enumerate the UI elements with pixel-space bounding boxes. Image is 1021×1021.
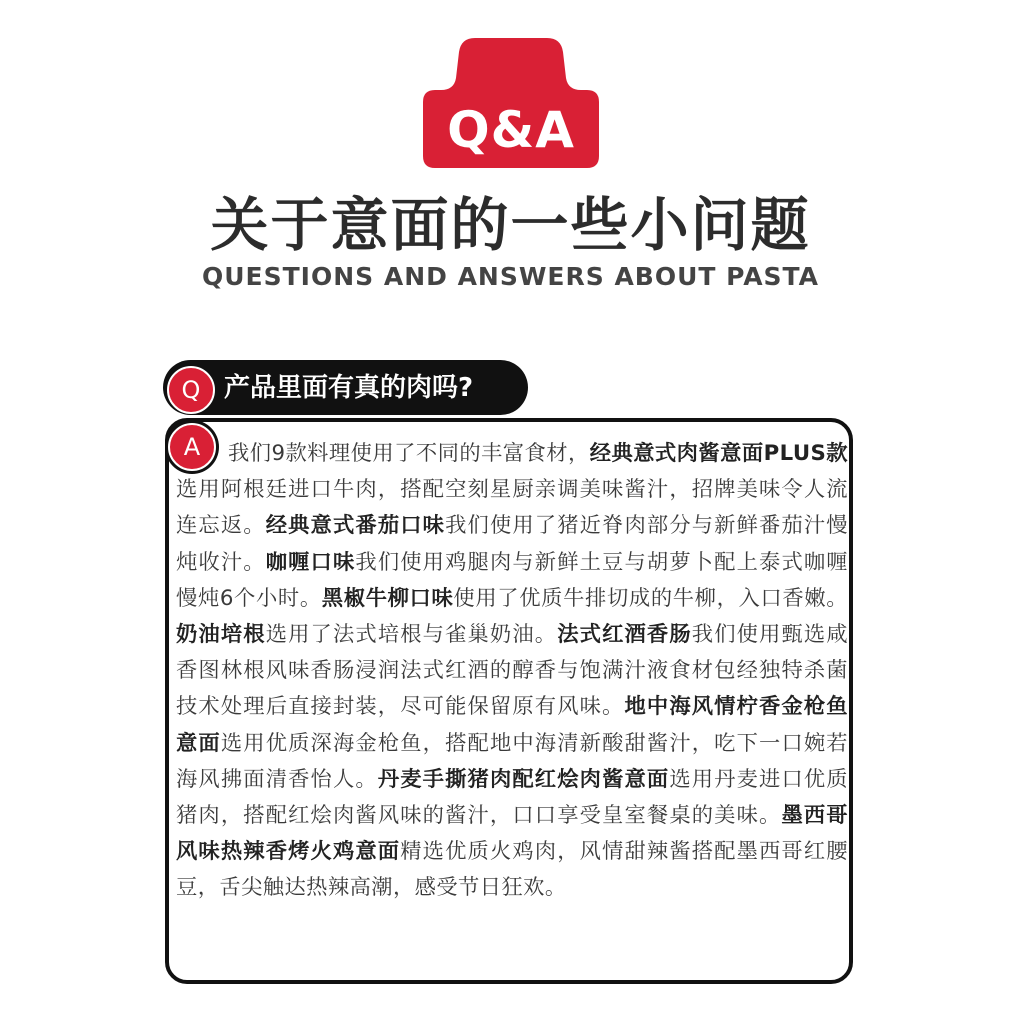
answer-highlight: 奶油培根	[176, 622, 266, 648]
answer-segment: 选用丹麦进口优质猪肉，搭配红烩肉酱风味的酱汁，口口享受皇室餐桌的美味。	[176, 766, 849, 829]
answer-highlight: 丹麦手撕猪肉配红烩肉酱意面	[377, 766, 670, 792]
qa-badge-label: Q&A	[447, 101, 575, 159]
answer-highlight: 法式红酒香肠	[557, 622, 692, 648]
answer-text	[176, 436, 848, 907]
answer-segment: 我们9款料理使用了不同的丰富食材，	[228, 441, 590, 466]
answer-segment: 精选优质火鸡肉，风情甜辣酱搭配墨西哥红腰豆，舌尖触达热辣高潮，感受节日狂欢。	[176, 839, 848, 901]
answer-segment: 我们使用了猪近脊肉部分与新鲜番茄汁慢炖收汁。	[176, 513, 848, 575]
answer-highlight: 咖喱口味	[265, 549, 356, 575]
answer-marker: A	[168, 423, 216, 471]
answer-segment: 选用了法式培根与雀巢奶油。	[265, 622, 558, 648]
answer-highlight: 经典意式番茄口味	[265, 513, 446, 539]
question-marker: Q	[167, 366, 215, 414]
answer-segment: 我们使用鸡腿肉与新鲜土豆与胡萝卜配上泰式咖喱慢炖6个小时。	[176, 549, 848, 611]
answer-highlight: 黑椒牛柳口味	[321, 585, 454, 611]
page-title: 关于意面的一些小问题	[210, 191, 811, 259]
answer-segment: 使用了优质牛排切成的牛柳，入口香嫩。	[453, 585, 848, 611]
answer-highlight: 墨西哥风味热辣香烤火鸡意面	[176, 803, 848, 865]
question-text: 产品里面有真的肉吗?	[224, 373, 474, 403]
page-subtitle: QUESTIONS AND ANSWERS ABOUT PASTA	[201, 262, 820, 291]
answer-highlight: 地中海风情柠香金枪鱼意面	[176, 694, 848, 756]
answer-highlight: 经典意式肉酱意面PLUS款	[589, 441, 848, 466]
answer-segment: 选用优质深海金枪鱼，搭配地中海清新酸甜酱汁，吃下一口婉若海风拂面清香怡人。	[176, 730, 848, 792]
qa-badge	[0, 38, 1021, 168]
answer-segment: 选用阿根廷进口牛肉，搭配空刻星厨亲调美味酱汁，招牌美味令人流连忘返。	[176, 477, 848, 539]
answer-segment: 我们使用甄选咸香图林根风味香肠浸润法式红酒的醇香与饱满汁液食材包经独特杀菌技术处理后直接封装，尽可能保留原有风味。	[176, 622, 849, 720]
